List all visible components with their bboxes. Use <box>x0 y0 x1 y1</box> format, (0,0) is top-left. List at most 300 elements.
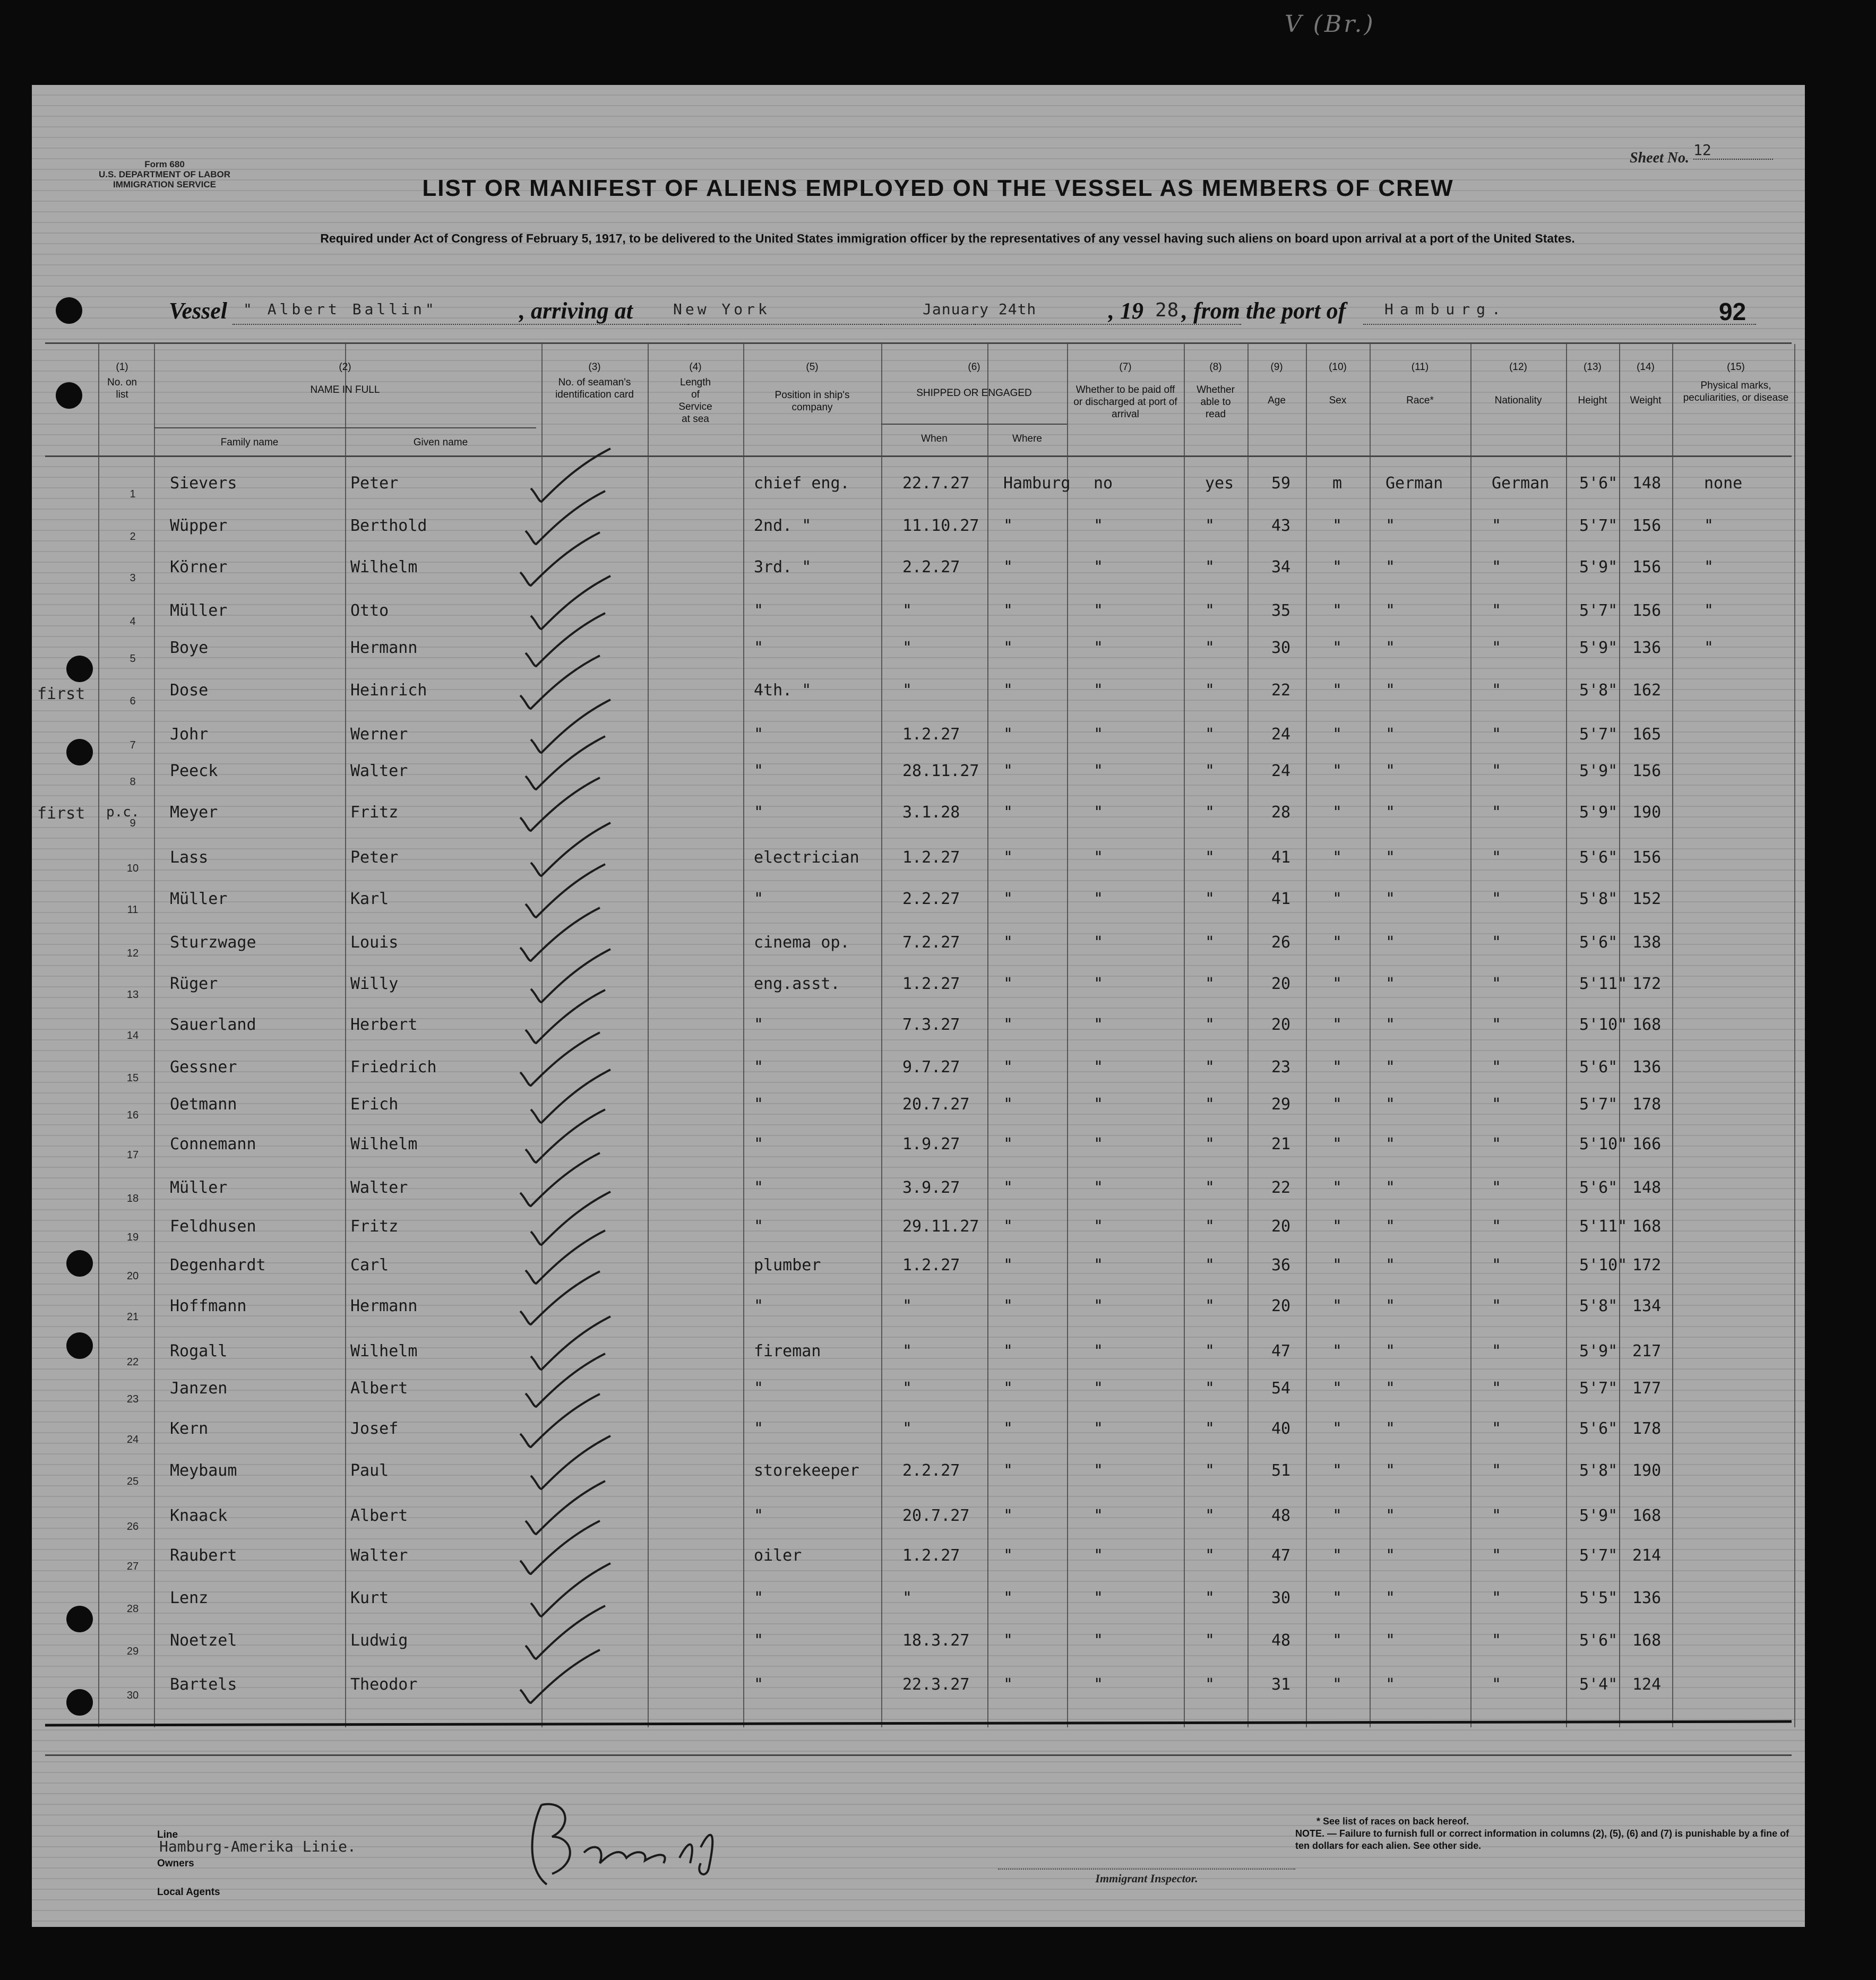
cell-when: 3.1.28 <box>902 803 960 822</box>
cell-paid: " <box>1094 1256 1104 1275</box>
col-label: Nationality <box>1494 395 1542 406</box>
cell-paid: no <box>1094 474 1113 493</box>
cell-given: Hermann <box>350 1297 418 1315</box>
cell-age: 28 <box>1271 803 1291 822</box>
cell-nat: " <box>1492 848 1502 867</box>
cell-height: 5'7" <box>1579 1095 1618 1114</box>
cell-age: 54 <box>1271 1379 1291 1398</box>
cell-read: " <box>1205 725 1215 744</box>
cell-read: " <box>1205 1342 1215 1361</box>
form-number: Form 680 <box>144 159 185 169</box>
cell-when: 3.9.27 <box>902 1178 960 1197</box>
cell-when: 22.3.27 <box>902 1675 970 1694</box>
cell-when: 29.11.27 <box>902 1217 979 1236</box>
cell-paid: " <box>1094 1342 1104 1361</box>
cell-age: 21 <box>1271 1135 1291 1153</box>
cell-paid: " <box>1094 933 1104 952</box>
cell-read: " <box>1205 848 1215 867</box>
cell-paid: " <box>1094 1675 1104 1694</box>
cell-race: " <box>1386 1506 1396 1525</box>
table-row-rule <box>154 427 536 428</box>
cell-nat: " <box>1492 1379 1502 1398</box>
cell-nat: " <box>1492 1178 1502 1197</box>
cell-sex: " <box>1332 1379 1343 1398</box>
cell-paid: " <box>1094 803 1104 822</box>
cell-given: Ludwig <box>350 1631 408 1650</box>
cell-where: " <box>1003 1506 1013 1525</box>
col-label: No. of seaman's identification card <box>555 377 634 400</box>
cell-where: " <box>1003 1631 1013 1650</box>
cell-paid: " <box>1094 1589 1104 1607</box>
cell-race: " <box>1386 1135 1396 1153</box>
cell-pos: 2nd. " <box>754 516 812 535</box>
col-label: Age <box>1268 395 1286 406</box>
cell-family: Sturzwage <box>170 933 256 952</box>
cell-family: Müller <box>170 890 228 908</box>
cell-read: " <box>1205 933 1215 952</box>
cell-when: 1.2.27 <box>902 1256 960 1275</box>
cell-sex: " <box>1332 1217 1343 1236</box>
cell-race: " <box>1386 1589 1396 1607</box>
cell-read: " <box>1205 1675 1215 1694</box>
cell-given: Otto <box>350 601 389 620</box>
cell-height: 5'8" <box>1579 1461 1618 1480</box>
row-number: 18 <box>126 1193 139 1204</box>
cell-given: Wilhelm <box>350 1342 418 1361</box>
cell-paid: " <box>1094 1058 1104 1077</box>
col-label: NAME IN FULL <box>310 384 380 395</box>
cell-paid: " <box>1094 1631 1104 1650</box>
cell-age: 36 <box>1271 1256 1291 1275</box>
row-number: 16 <box>126 1109 139 1121</box>
cell-paid: " <box>1094 1546 1104 1565</box>
cell-age: 47 <box>1271 1546 1291 1565</box>
cell-pos: chief eng. <box>754 474 850 493</box>
departure-port: Hamburg. <box>1384 300 1507 318</box>
col-name-header <box>154 361 536 396</box>
cell-sex: " <box>1332 1546 1343 1565</box>
cell-when: 11.10.27 <box>902 516 979 535</box>
cell-height: 5'10" <box>1579 1015 1628 1034</box>
cell-paid: " <box>1094 1461 1104 1480</box>
cell-given: Friedrich <box>350 1058 437 1077</box>
cell-pos: plumber <box>754 1256 821 1275</box>
row-number: 2 <box>130 531 136 543</box>
cell-nat: " <box>1492 601 1502 620</box>
cell-paid: " <box>1094 725 1104 744</box>
cell-pos: oiler <box>754 1546 802 1565</box>
cell-where: " <box>1003 1135 1013 1153</box>
cell-given: Herbert <box>350 1015 418 1034</box>
table-column-rule <box>987 344 988 1727</box>
cell-family: Rogall <box>170 1342 228 1361</box>
cell-given: Walter <box>350 762 408 780</box>
col-shipped-header <box>881 361 1067 399</box>
cell-when: 7.3.27 <box>902 1015 960 1034</box>
punch-hole <box>56 297 82 324</box>
cell-sex: " <box>1332 848 1343 867</box>
cell-paid: " <box>1094 1217 1104 1236</box>
cell-pos: " <box>754 1135 764 1153</box>
cell-given: Erich <box>350 1095 399 1114</box>
cell-paid: " <box>1094 890 1104 908</box>
cell-read: " <box>1205 1217 1215 1236</box>
cell-read: " <box>1205 1546 1215 1565</box>
cell-family: Wüpper <box>170 516 228 535</box>
cell-where: " <box>1003 1256 1013 1275</box>
col-marks-header <box>1672 361 1800 404</box>
row-number: 6 <box>130 695 136 707</box>
cell-family: Oetmann <box>170 1095 237 1114</box>
row-number: 21 <box>126 1311 139 1323</box>
cell-family: Kern <box>170 1419 209 1438</box>
cell-when: 1.2.27 <box>902 848 960 867</box>
col-service-header <box>648 361 743 425</box>
col-label: Physical marks, peculiarities, or disease <box>1683 380 1789 403</box>
cell-age: 59 <box>1271 474 1291 493</box>
punch-hole <box>66 656 93 682</box>
cell-given: Josef <box>350 1419 399 1438</box>
cell-height: 5'10" <box>1579 1256 1628 1275</box>
cell-weight: 156 <box>1632 516 1662 535</box>
col-where-header: Where <box>1012 433 1042 444</box>
cell-age: 20 <box>1271 1217 1291 1236</box>
col-label: Whether able to read <box>1197 384 1235 420</box>
cell-height: 5'11" <box>1579 1217 1628 1236</box>
cell-height: 5'5" <box>1579 1589 1618 1607</box>
arrival-year: 28 <box>1155 299 1180 321</box>
col-label: Position in ship's company <box>775 390 850 413</box>
line-label: Line <box>157 1829 178 1840</box>
col-label: Race* <box>1406 395 1434 406</box>
cell-given: Wilhelm <box>350 1135 418 1153</box>
document-subtitle: Required under Act of Congress of February 5, 1917, to be delivered to the United States immigration officer by the representatives of any vessel having such aliens on board upon arrival at a port of the United States. <box>320 231 1575 245</box>
local-agents-label: Local Agents <box>157 1887 220 1898</box>
cell-age: 20 <box>1271 1297 1291 1315</box>
cell-read: " <box>1205 681 1215 700</box>
vessel-label: Vessel <box>169 298 227 324</box>
row-number: 3 <box>130 572 136 584</box>
cell-nat: " <box>1492 1631 1502 1650</box>
cell-age: 20 <box>1271 1015 1291 1034</box>
cell-race: " <box>1386 1461 1396 1480</box>
row-number: 9 <box>130 817 136 829</box>
cell-pos: 3rd. " <box>754 558 812 576</box>
col-label: Sex <box>1329 395 1347 406</box>
cell-when: " <box>902 1419 913 1438</box>
cell-family: Johr <box>170 725 209 744</box>
race-note: * See list of races on back hereof. <box>1316 1816 1469 1827</box>
cell-nat: " <box>1492 1058 1502 1077</box>
table-column-rule <box>1672 344 1673 1727</box>
cell-age: 51 <box>1271 1461 1291 1480</box>
cell-where: " <box>1003 681 1013 700</box>
cell-family: Dose <box>170 681 209 700</box>
punch-hole <box>66 739 93 765</box>
col-label: No. on list <box>107 377 137 400</box>
cell-where: " <box>1003 1297 1013 1315</box>
cell-sex: " <box>1332 1461 1343 1480</box>
col-sex-header <box>1306 361 1370 407</box>
row-number: 14 <box>126 1030 139 1041</box>
cell-given: Paul <box>350 1461 389 1480</box>
col-number: (10) <box>1329 361 1347 373</box>
cell-nat: " <box>1492 639 1502 657</box>
col-when-header: When <box>921 433 948 444</box>
cell-paid: " <box>1094 1015 1104 1034</box>
document-title: LIST OR MANIFEST OF ALIENS EMPLOYED ON THE VESSEL AS MEMBERS OF CREW <box>422 175 1454 201</box>
cell-race: " <box>1386 762 1396 780</box>
vessel-line <box>169 297 1761 329</box>
cell-paid: " <box>1094 1095 1104 1114</box>
cell-weight: 148 <box>1632 474 1662 493</box>
cell-paid: " <box>1094 1178 1104 1197</box>
cell-read: " <box>1205 558 1215 576</box>
cell-where: " <box>1003 1058 1013 1077</box>
cell-sex: " <box>1332 639 1343 657</box>
cell-given: Albert <box>350 1506 408 1525</box>
cell-where: " <box>1003 601 1013 620</box>
col-number: (12) <box>1509 361 1527 373</box>
cell-pos: " <box>754 1589 764 1607</box>
cell-nat: " <box>1492 1546 1502 1565</box>
cell-where: " <box>1003 1178 1013 1197</box>
cell-given: Kurt <box>350 1589 389 1607</box>
cell-read: " <box>1205 639 1215 657</box>
cell-age: 41 <box>1271 848 1291 867</box>
cell-age: 29 <box>1271 1095 1291 1114</box>
cell-sex: " <box>1332 558 1343 576</box>
row-number: 23 <box>126 1393 139 1405</box>
cell-family: Sievers <box>170 474 237 493</box>
col-card-header <box>541 361 648 401</box>
cell-family: Noetzel <box>170 1631 237 1650</box>
arrival-port: New York <box>673 300 770 318</box>
punch-hole <box>66 1250 93 1277</box>
cell-paid: " <box>1094 1506 1104 1525</box>
cell-age: 41 <box>1271 890 1291 908</box>
sheet-number-label: Sheet No. <box>1630 150 1689 166</box>
cell-paid: " <box>1094 1379 1104 1398</box>
cell-family: Lenz <box>170 1589 209 1607</box>
cell-sex: m <box>1332 474 1343 493</box>
cell-when: 7.2.27 <box>902 933 960 952</box>
cell-given: Peter <box>350 848 399 867</box>
col-nationality-header <box>1470 361 1566 407</box>
col-paid-header <box>1067 361 1184 420</box>
cell-paid: " <box>1094 639 1104 657</box>
table-row-rule <box>45 455 1792 457</box>
cell-family: Connemann <box>170 1135 256 1153</box>
cell-when: " <box>902 601 913 620</box>
cell-read: " <box>1205 975 1215 993</box>
cell-where: " <box>1003 1589 1013 1607</box>
cell-where: " <box>1003 1675 1013 1694</box>
cell-family: Müller <box>170 1178 228 1197</box>
sheet-number <box>1630 141 1773 167</box>
row-number: 17 <box>126 1149 139 1161</box>
cell-family: Körner <box>170 558 228 576</box>
arriving-label: , arriving at <box>519 298 633 324</box>
row-number: 30 <box>126 1690 139 1701</box>
cell-weight: 217 <box>1632 1342 1662 1361</box>
table-column-rule <box>743 344 744 1727</box>
cell-when: 2.2.27 <box>902 558 960 576</box>
service-name: IMMIGRATION SERVICE <box>113 179 216 190</box>
cell-weight: 172 <box>1632 975 1662 993</box>
cell-sex: " <box>1332 1095 1343 1114</box>
cell-race: " <box>1386 1217 1396 1236</box>
table-column-rule <box>98 344 99 1727</box>
cell-height: 5'8" <box>1579 1297 1618 1315</box>
cell-nat: " <box>1492 558 1502 576</box>
cell-weight: 136 <box>1632 1589 1662 1607</box>
cell-pos: " <box>754 725 764 744</box>
cell-nat: " <box>1492 803 1502 822</box>
cell-sex: " <box>1332 975 1343 993</box>
cell-read: yes <box>1205 474 1234 493</box>
arrival-date: January 24th <box>923 300 1037 318</box>
cell-pos: cinema op. <box>754 933 850 952</box>
cell-when: " <box>902 1589 913 1607</box>
col-read-header <box>1184 361 1247 420</box>
cell-paid: " <box>1094 516 1104 535</box>
table-column-rule <box>1566 344 1567 1727</box>
cell-read: " <box>1205 803 1215 822</box>
row-number: 13 <box>126 989 139 1001</box>
cell-race: " <box>1386 1256 1396 1275</box>
cell-family: Janzen <box>170 1379 228 1398</box>
cell-where: " <box>1003 762 1013 780</box>
cell-nat: " <box>1492 1342 1502 1361</box>
cell-race: " <box>1386 1297 1396 1315</box>
cell-pos: " <box>754 1379 764 1398</box>
cell-nat: " <box>1492 1297 1502 1315</box>
cell-sex: " <box>1332 1297 1343 1315</box>
row-number: 4 <box>130 616 136 627</box>
cell-pos: " <box>754 1015 764 1034</box>
cell-age: 47 <box>1271 1342 1291 1361</box>
table-column-rule <box>1794 344 1795 1727</box>
cell-height: 5'6" <box>1579 1178 1618 1197</box>
table-row-rule <box>881 424 1067 425</box>
cell-race: German <box>1386 474 1443 493</box>
cell-sex: " <box>1332 601 1343 620</box>
cell-when: 18.3.27 <box>902 1631 970 1650</box>
cell-weight: 190 <box>1632 1461 1662 1480</box>
cell-paid: " <box>1094 1419 1104 1438</box>
cell-family: Boye <box>170 639 209 657</box>
cell-age: 24 <box>1271 725 1291 744</box>
cell-sex: " <box>1332 516 1343 535</box>
col-weight-header <box>1619 361 1672 407</box>
row-number: 22 <box>126 1356 139 1368</box>
check-mark-icon <box>515 1645 621 1708</box>
cell-paid: " <box>1094 1135 1104 1153</box>
cell-pos: storekeeper <box>754 1461 859 1480</box>
cell-weight: 156 <box>1632 848 1662 867</box>
cell-nat: " <box>1492 1135 1502 1153</box>
cell-given: Peter <box>350 474 399 493</box>
header-mark: V (Br.) <box>1285 11 1375 38</box>
cell-weight: 156 <box>1632 762 1662 780</box>
cell-when: 2.2.27 <box>902 1461 960 1480</box>
cell-sex: " <box>1332 1419 1343 1438</box>
cell-height: 5'9" <box>1579 803 1618 822</box>
cell-when: 20.7.27 <box>902 1095 970 1114</box>
cell-family: Gessner <box>170 1058 237 1077</box>
cell-read: " <box>1205 1297 1215 1315</box>
cell-where: " <box>1003 1217 1013 1236</box>
margin-note-pc: p.c. <box>106 804 140 820</box>
cell-age: 40 <box>1271 1419 1291 1438</box>
cell-height: 5'11" <box>1579 975 1628 993</box>
cell-nat: " <box>1492 1419 1502 1438</box>
cell-sex: " <box>1332 681 1343 700</box>
cell-when: 9.7.27 <box>902 1058 960 1077</box>
cell-nat: " <box>1492 933 1502 952</box>
cell-where: " <box>1003 803 1013 822</box>
cell-nat: " <box>1492 1506 1502 1525</box>
cell-height: 5'10" <box>1579 1135 1628 1153</box>
cell-family: Sauerland <box>170 1015 256 1034</box>
col-family-header: Family name <box>220 437 279 448</box>
cell-age: 31 <box>1271 1675 1291 1694</box>
row-number: 24 <box>126 1434 139 1445</box>
col-number: (7) <box>1119 361 1132 373</box>
cell-sex: " <box>1332 725 1343 744</box>
col-label: Whether to be paid off or discharged at port of arrival <box>1073 384 1177 420</box>
col-race-header <box>1370 361 1470 407</box>
cell-paid: " <box>1094 1297 1104 1315</box>
table-column-rule <box>154 344 155 1727</box>
cell-weight: 152 <box>1632 890 1662 908</box>
cell-when: 22.7.27 <box>902 474 970 493</box>
cell-pos: " <box>754 601 764 620</box>
table-column-rule <box>1247 344 1249 1727</box>
cell-given: Hermann <box>350 639 418 657</box>
col-number: (14) <box>1637 361 1655 373</box>
cell-family: Hoffmann <box>170 1297 247 1315</box>
cell-race: " <box>1386 558 1396 576</box>
cell-sex: " <box>1332 890 1343 908</box>
owners-label: Owners <box>157 1858 194 1869</box>
row-number: 5 <box>130 653 136 665</box>
cell-height: 5'9" <box>1579 1506 1618 1525</box>
cell-age: 22 <box>1271 1178 1291 1197</box>
cell-height: 5'9" <box>1579 558 1618 576</box>
cell-pos: " <box>754 1297 764 1315</box>
table-row-rule <box>45 1754 1792 1756</box>
cell-given: Theodor <box>350 1675 418 1694</box>
row-number: 26 <box>126 1521 139 1533</box>
cell-when: 2.2.27 <box>902 890 960 908</box>
cell-weight: 138 <box>1632 933 1662 952</box>
cell-nat: " <box>1492 1589 1502 1607</box>
cell-given: Walter <box>350 1178 408 1197</box>
cell-marks: " <box>1704 639 1714 657</box>
cell-read: " <box>1205 762 1215 780</box>
cell-race: " <box>1386 1015 1396 1034</box>
col-number: (2) <box>339 361 351 373</box>
row-number: 19 <box>126 1232 139 1243</box>
cell-nat: " <box>1492 890 1502 908</box>
cell-pos: fireman <box>754 1342 821 1361</box>
cell-race: " <box>1386 1546 1396 1565</box>
cell-given: Carl <box>350 1256 389 1275</box>
row-number: 20 <box>126 1270 139 1282</box>
cell-weight: 168 <box>1632 1631 1662 1650</box>
